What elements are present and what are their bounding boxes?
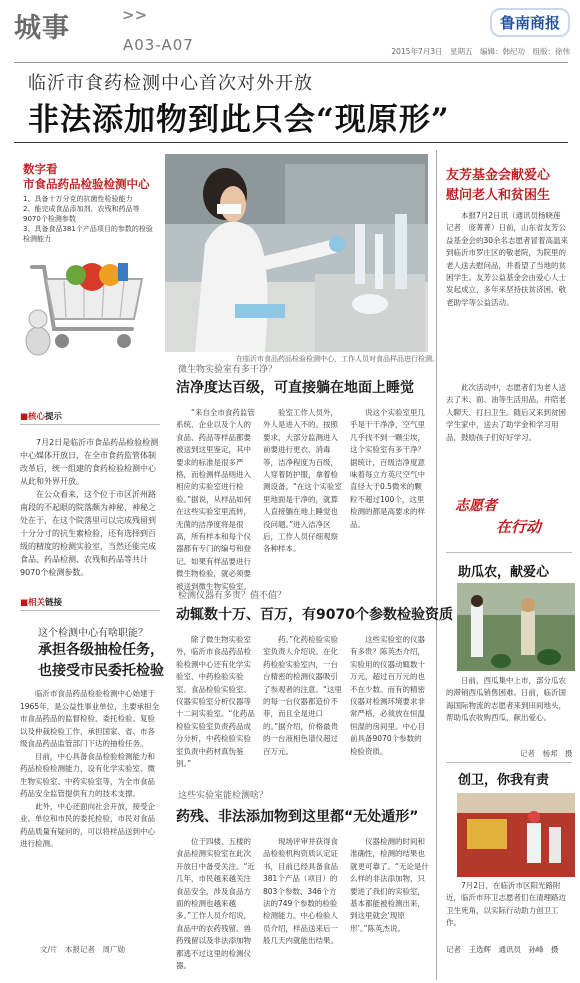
related-label-black: 链接 (45, 598, 63, 608)
label-marker: ■ (20, 412, 29, 422)
related-question: 这个检测中心有啥职能？ (38, 628, 148, 639)
section1-col2: 验室工作人员外，外人是进入不的。按照要求，大部分监测进入前要进行更衣、消毒等，洁净程度为百级，人穿着防护服，拿着检测设备。“在这个实验室里地面是干净的，就算人直接躺在地上睡觉也没问题。”进入洁净区后，工作人员仔细观察各种样本。 (263, 408, 342, 554)
issue-meta: 2015年7月3日 星期五 编辑：韩纪功 组版：徐伟 (391, 47, 570, 56)
intro-paragraph: 在公众看来，这个位于市区沂州路南段的不起眼的院落颇为神秘，神秘之处在于，在这个院落里可以完成残留到十分分寸的抗生素检验，还有选择到百级的精度的检测实验室，当然还能完成食品、药品检测、农残和药品等共计9070个检测参数。 (20, 490, 156, 577)
section3-col3: 仪器检测的时间和准确性，检测的结果也就更可靠了。“无论是什么样的非法添加物，只要进了我们的实验室，基本都能被检测出来，到这里就会‘现原形’。”陈英杰说。 (350, 837, 429, 933)
charity-headline-line1: 友芳基金会献爱心 (446, 168, 551, 183)
charity-headline (446, 166, 550, 206)
section-name: 城事 (14, 13, 70, 44)
column-divider (436, 150, 437, 980)
related-byline: 文/片 本报记者 周广勋 (40, 945, 126, 954)
section1-headline: 洁净度达百级，可直接躺在地面上睡觉 (176, 380, 414, 396)
section1-question: 微生物实验室有多干净？ (178, 365, 278, 375)
core-label-black: 提示 (45, 412, 63, 422)
related-paragraph: 临沂市食品药品检验检测中心始建于1965年，是公益性事业单位，主要承担全市食品药品的监督检验、委托检验、复验以及仲裁检验工作，承担国家、省、市各级食品药品监管部门下达的抽检任务。 (20, 689, 160, 748)
intro-text (20, 436, 160, 579)
charity-text-1: 本报7月2日讯（通讯员杨晓莲 记者 庞菁菁）日前，山东省友芳公益基金会的30余名志愿者冒着高温来到临沂市罗庄区的敬老院，为院里的老人送去慰问品，并看望了当地的贫困学生。友芳公益基金会由爱心人士发起成立，多年来坚持扶贫济困、敬老助学等公益活动。 (446, 211, 569, 307)
intro-paragraph: 7月2日是临沂市食品药品检验检测中心媒体开放日，在全市食药监管体制改革后，统一组建的食药检验检测中心从此和外界开放。 (20, 438, 159, 486)
photo-caption: 在临沂市食品药品检验检测中心，工作人员对食品样品进行检测。 (236, 355, 439, 363)
section3-headline: 药残、非法添加物到这里都“无处遁形” (176, 809, 419, 825)
shopping-cart-illustration (14, 245, 164, 370)
fact-item: 2、能完成食品添加剂、农残和药品等9070个检测参数 (23, 205, 140, 223)
header-divider (14, 62, 568, 63)
lead-headline: 非法添加物到此只会“现原形” (28, 102, 450, 138)
melon-headline: 助瓜农，献爱心 (458, 565, 550, 580)
right-divider (446, 552, 572, 553)
related-label-red: 相关 (28, 598, 46, 608)
volunteer-logo-text2: 在行动 (496, 518, 542, 536)
facts-list (23, 194, 155, 244)
related-text (20, 688, 160, 932)
chevron-icon: >> (122, 6, 148, 24)
right-divider (446, 762, 572, 763)
sanitation-caption: 7月2日，在临沂市区阳光路附近，临沂市环卫志愿者们在清理路边卫生死角，以实际行动助力创卫工作。 (446, 881, 566, 928)
section2-col2: 药。”化药检验实验室负责人介绍说。在化药检验实验室内，一台台精密的检测仪器吸引了参观者的注意。“这里的每一台仪器都造价不菲，而且全是进口的。”据介绍，价格最贵的一台液相色谱仪超过百万元。 (263, 635, 342, 756)
label-marker: ■ (20, 598, 29, 608)
charity-headline-line2: 慰问老人和贫困生 (446, 188, 551, 203)
melon-byline: 记者 杨邦 摄 (520, 749, 573, 758)
section2-col3: 这些实验室的仪器有多贵？陈英杰介绍，实验用的仪器动辄数十万元，超过百万元的也不在少数。而有的精密仪器对检测环境要求非常严格，必须放在恒温恒湿的房间里。中心目前具备9070个参数的检验资质。 (350, 635, 425, 756)
related-label (20, 596, 62, 608)
section2-col1: 除了微生物实验室外，临沂市食品药品检验检测中心还有化学实验室、中药检验实验室、食品检验实验室、仪器实验室分析仪器等十二间实验室。“化药品检验实验室负责药品成分分析，中药检验实验室负责中药材真伪鉴别。” (176, 635, 255, 769)
sanitation-photo (457, 793, 575, 877)
related-paragraph: 目前，中心具备食品检验检测能力和药品检验检测能力，设有化学实验室、微生物实验室、中药实验室等，为全市食品药品安全监管提供有力的技术支撑。 (20, 751, 155, 798)
fact-item: 1、具备十万分克的抗菌性检验能力 (23, 195, 133, 203)
fact-item: 3、具备食品381个产品项目的参数的检验检测能力 (23, 225, 153, 243)
section1-col1: “来自全市食药监管系统、企业以及个人的食品、药品等样品都要被送到这里鉴定，其中要求的标准是很多严格，而检测样品则进入相应的实验室进行检验。”据说，从样品如何在这些实验室里流转，无菌的洁净度将是很高，所有样本和每个仪器都有专门的编号和登记。如果有样品要进行微生物检验，就必须要被送到微生物实验室。 (176, 408, 255, 591)
facts-title-line2: 市食品药品检验检测中心 (23, 177, 150, 191)
core-label-red: 核心 (28, 412, 46, 422)
sanitation-byline: 记者 王选辉 通讯员 孙峰 摄 (446, 945, 559, 954)
related-headline (38, 640, 164, 682)
newspaper-logo: 鲁南商报 (490, 8, 570, 37)
volunteer-logo-text1: 志愿者 (455, 498, 497, 514)
lab-photo (165, 154, 428, 352)
related-headline-line1: 承担各级抽检任务， (38, 642, 164, 658)
charity-text-2: 此次活动中，志愿者们为老人送去了米、面、油等生活用品，并陪老人聊天、打扫卫生。随后又来到贫困学生家中，送去了助学金和学习用品，鼓励孩子们好好学习。 (446, 383, 566, 442)
section1-col3: 说这个实验室里几乎是干干净净，空气里几乎找不到一颗尘埃，这个实验室有多干净？据统计，百级洁净度意味着每立方英尺空气中直径大于0.5微米的颗粒不超过100个，这里检测的都是高要求的样品。 (350, 408, 425, 529)
related-paragraph: 此外，中心还面向社会开放，接受企业、单位和市民的委托检验，市民对食品药品质量有疑问的，可以将样品送到中心进行检测。 (20, 801, 155, 848)
related-headline-line2: 也接受市民委托检验 (38, 663, 164, 679)
melon-caption: 日前，西瓜集中上市，部分瓜农的滞销西瓜销售困难。日前，临沂国海国际物流的志愿者来到田间地头，帮助瓜农收购西瓜，献出爱心。 (446, 676, 566, 723)
facts-box-title (23, 162, 150, 192)
page-range: A03-A07 (123, 36, 194, 54)
lead-kicker: 临沂市食药检测中心首次对外开放 (28, 73, 313, 94)
sanitation-headline: 创卫，你我有责 (458, 773, 550, 788)
related-divider (20, 610, 160, 611)
core-divider (20, 424, 160, 425)
section3-col2: 现场评审并获得食品检验机构资质认定证书，目前已经具备食品381个产品（项目）的803个参数、346个方法的749个参数的检验检测能力。中心检验人员介绍，样品送来后一般几天内就能出结果。 (263, 837, 338, 946)
section2-headline: 动辄数十万、百万，有9070个参数检验资质 (176, 607, 453, 623)
headline-divider (14, 142, 568, 143)
core-label (20, 410, 62, 422)
melon-photo (457, 583, 575, 671)
section3-question: 这些实验室能检测啥？ (178, 791, 269, 801)
section2-question: 检测仪器有多贵？值不值？ (178, 591, 287, 601)
section3-col1: 位于四楼、五楼的食品检测实验室在此次开放日中备受关注。“近几年，市民越来越关注食品安全，涉及食品方面的检测也越来越多。”工作人员介绍说，食品中的农药残留、兽药残留以及非法添加物都逃不过这里的检测仪器。 (176, 837, 255, 971)
facts-title-line1: 数字看 (23, 162, 58, 176)
